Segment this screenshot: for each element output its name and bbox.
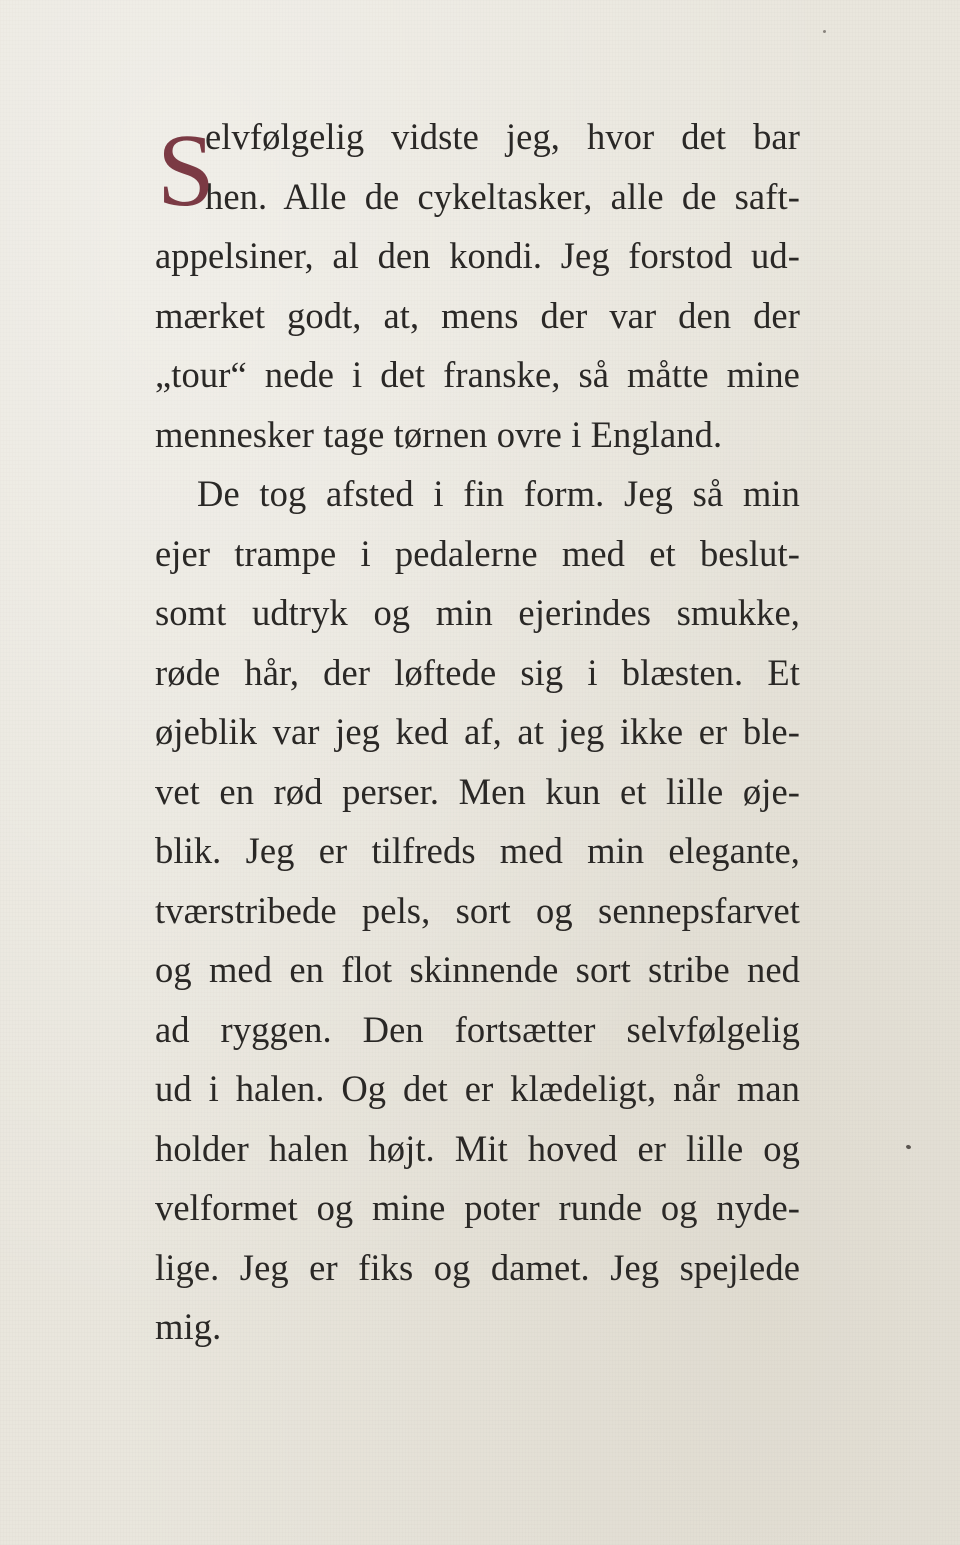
- body-text: [155, 107, 800, 1357]
- text-line: De tog afsted i fin form. Jeg så min: [197, 473, 800, 514]
- text-line: „tour“ nede i det franske, så måtte mine: [155, 354, 800, 395]
- text-line: holder halen højt. Mit hoved er lille og: [155, 1127, 800, 1169]
- text-line: velformet og mine poter runde og nyde-: [155, 1187, 800, 1228]
- text-line: somt udtryk og min ejerindes smukke,: [155, 592, 800, 633]
- text-line: ud i halen. Og det er klædeligt, når man: [155, 1068, 800, 1109]
- text-line: mig.: [155, 1306, 222, 1347]
- text-line: røde hår, der løftede sig i blæsten. Et: [155, 651, 800, 693]
- text-line: vet en rød perser. Men kun et lille øje-: [155, 770, 800, 812]
- text-line: appelsiner, al den kondi. Jeg forstod ud-: [155, 235, 800, 276]
- text-line: ejer trampe i pedalerne med et beslut-: [155, 532, 800, 574]
- text-line: mærket godt, at, mens der var den der: [155, 294, 800, 336]
- text-line: mennesker tage tørnen ovre i England.: [155, 413, 723, 455]
- text-line: tværstribede pels, sort og sennepsfarvet: [155, 889, 800, 931]
- text-line: øjeblik var jeg ked af, at jeg ikke er ble-: [155, 711, 800, 752]
- drop-cap: S: [157, 113, 215, 228]
- paper-speck: [823, 30, 827, 34]
- text-line: blik. Jeg er tilfreds med min elegante,: [155, 830, 800, 871]
- paper-speck: [905, 1144, 911, 1149]
- text-line: hen. Alle de cykeltasker, alle de saft-: [205, 175, 800, 217]
- text-line: og med en flot skinnende sort stribe ned: [155, 949, 800, 990]
- text-line: lige. Jeg er fiks og damet. Jeg spejlede: [155, 1246, 800, 1288]
- text-line: ad ryggen. Den fortsætter selvfølgelig: [155, 1008, 800, 1050]
- text-line: elvfølgelig vidste jeg, hvor det bar: [205, 116, 800, 157]
